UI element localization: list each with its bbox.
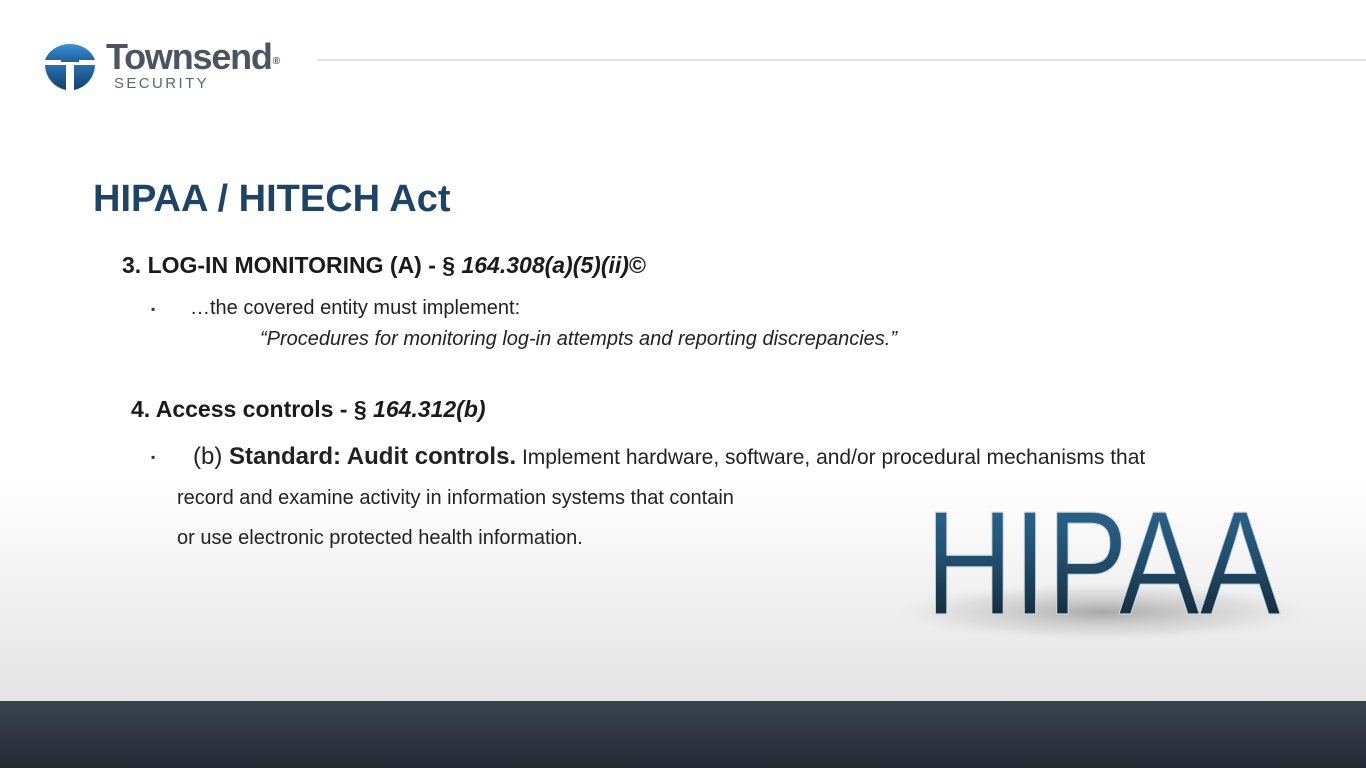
townsend-security-logo [42, 38, 312, 98]
section-3-cite: 164.308(a)(5)(ii) [461, 252, 629, 278]
square-bullet-icon: ▪ [151, 302, 156, 316]
section-3-quote: “Procedures for monitoring log-in attempts and reporting discrepancies.” [260, 328, 897, 350]
section-4-heading [131, 396, 486, 423]
square-bullet-icon: ▪ [151, 450, 156, 464]
registered-mark: ® [272, 56, 279, 67]
section-3-heading-suffix: © [628, 252, 646, 278]
section-4-line-1 [193, 443, 1145, 471]
section-3-line-1: …the covered entity must implement: [190, 297, 521, 319]
hipaa-logo [888, 500, 1318, 650]
section-4-lead: (b) [193, 443, 229, 470]
header-rule [318, 59, 1366, 61]
section-3-heading-prefix: 3. LOG-IN MONITORING (A) - § [122, 252, 462, 278]
section-4-rest: Implement hardware, software, and/or procedural mechanisms that [516, 446, 1146, 469]
section-4-line-2: record and examine activity in information systems that contain [177, 487, 734, 509]
section-4-standard: Standard: Audit controls. [229, 443, 517, 470]
brand-sub: SECURITY [114, 75, 210, 92]
section-3-heading [122, 252, 646, 279]
townsend-logo-icon [42, 38, 98, 94]
section-4-line-3: or use electronic protected health information. [177, 527, 583, 549]
brand-name: Townsend® [106, 36, 279, 77]
footer-bar [0, 701, 1366, 768]
slide-title: HIPAA / HITECH Act [93, 178, 451, 220]
hipaa-logo-text: HIPAA [925, 500, 1281, 646]
section-4-heading-prefix: 4. Access controls - § [131, 396, 374, 422]
section-4-cite: 164.312(b) [373, 396, 486, 422]
